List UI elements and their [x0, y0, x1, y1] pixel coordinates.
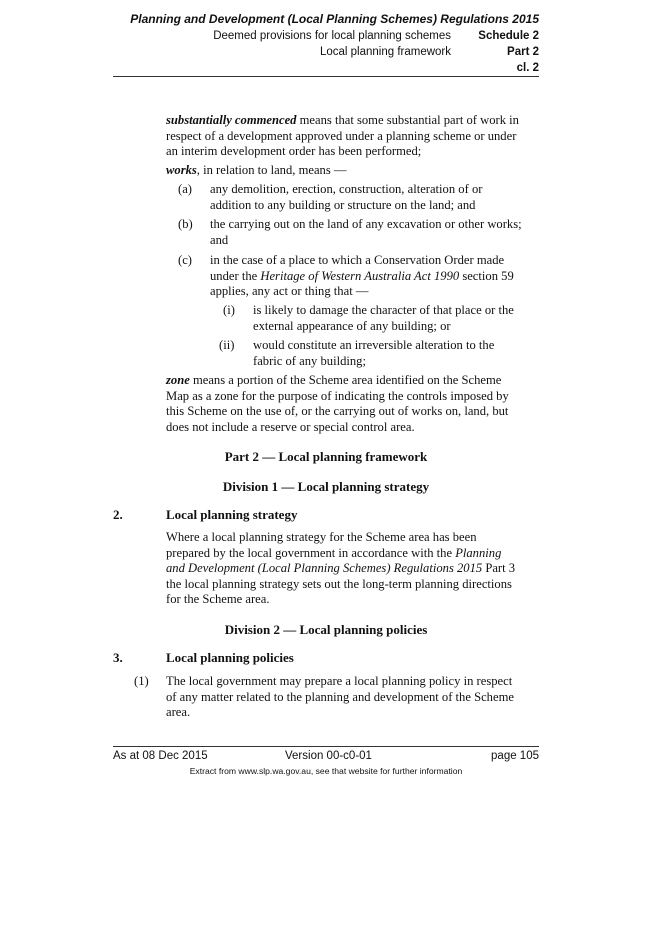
running-header-title: Planning and Development (Local Planning Schemes) Regulations 2015 [130, 12, 539, 26]
clause-3-title: Local planning policies [166, 650, 294, 665]
running-header-schedule-desc: Deemed provisions for local planning schemes [213, 30, 451, 42]
item-label-a: (a) [178, 182, 192, 196]
footer-version: Version 00-c0-01 [285, 750, 372, 762]
subitem-ii: would constitute an irreversible alteration to the fabric of any building; [253, 338, 495, 368]
running-header-row-2 [320, 46, 539, 58]
item-c: in the case of a place to which a Conservation Order made under the Heritage of Western Australia Act 1990 section 59 applies, any act or thing that — [210, 253, 514, 298]
footer-page-number: page 105 [491, 750, 539, 762]
footer-extract-note: Extract from www.slp.wa.gov.au, see that website for further information [189, 766, 463, 776]
division-1-heading: Division 1 — Local planning strategy [222, 479, 430, 494]
act-citation: Heritage of Western Australia Act 1990 [260, 268, 460, 283]
definition-zone: zone means a portion of the Scheme area identified on the Scheme Map as a zone for the purpose of indicating the controls imposed by this Scheme on the use of, or the carrying out of works on, land, but does not include a reserve or special control area. [166, 373, 509, 434]
definition-works: works, in relation to land, means — [166, 163, 347, 177]
subitem-label-i: (i) [223, 303, 235, 317]
defined-term: zone [166, 373, 190, 387]
subitem-label-ii: (ii) [219, 338, 235, 352]
running-header-part-desc: Local planning framework [319, 46, 451, 58]
item-label-c: (c) [178, 253, 192, 267]
definition-substantially-commenced: substantially commenced means that some substantial part of work in respect of a development approved under a planning scheme or under an interim development order has been performed; [166, 113, 519, 158]
clause-2-title: Local planning strategy [166, 507, 298, 522]
footer-rule [113, 746, 539, 747]
item-label-b: (b) [178, 217, 193, 231]
item-a: any demolition, erection, construction, alteration of or addition to any building or structure on the land; and [210, 182, 483, 212]
running-header-clause: cl. 2 [516, 62, 539, 74]
header-rule [113, 76, 539, 77]
clause-2-text: Where a local planning strategy for the Scheme area has been prepared by the local government in accordance with the Planning and Development (Local Planning Schemes) Regulations 2015 Part 3 the local planning strategy sets out the long-term planning directions for the Scheme area. [166, 530, 516, 606]
running-header-part: Part 2 [507, 46, 539, 58]
subitem-i: is likely to damage the character of that place or the external appearance of any building; or [253, 303, 514, 333]
running-header-row-3 [477, 62, 539, 74]
footer-date: As at 08 Dec 2015 [113, 750, 208, 762]
part-heading: Part 2 — Local planning framework [224, 449, 428, 464]
clause-3-text: The local government may prepare a local planning policy in respect of any matter related to the planning and development of the Scheme area. [166, 674, 514, 719]
subclause-label-1: (1) [134, 674, 149, 688]
defined-term: substantially commenced [166, 113, 297, 127]
item-b: the carrying out on the land of any excavation or other works; and [210, 217, 522, 247]
division-2-heading: Division 2 — Local planning policies [224, 622, 428, 637]
running-header-row-1 [213, 30, 539, 42]
clause-3-number: 3. [113, 650, 123, 665]
defined-term: works [166, 163, 197, 177]
clause-2-number: 2. [113, 507, 123, 522]
running-header-schedule: Schedule 2 [478, 30, 539, 42]
